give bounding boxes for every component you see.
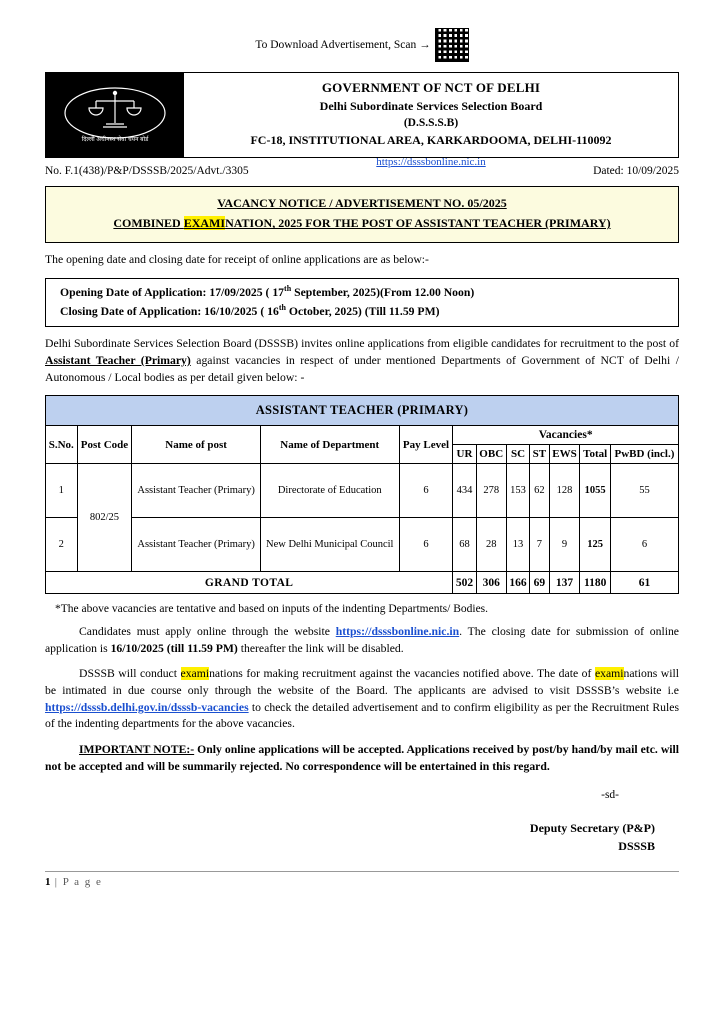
th-post-code: Post Code [77, 426, 132, 464]
exam-text-a: DSSSB will conduct [79, 667, 181, 681]
footer-page-label: P a g e [62, 876, 103, 889]
cell-pay-level: 6 [399, 518, 453, 572]
apply-online-link[interactable]: https://dsssbonline.nic.in [335, 625, 460, 639]
notice-post-title [54, 213, 670, 233]
exam-text-c: nations will be intimated in due course only through the website of the Board. The applicants are advised to visit DSSSB’s website i.e [45, 667, 679, 698]
cell-department: Directorate of Education [260, 464, 399, 518]
closing-date-value-b: October, 2025) (Till 11.59 PM) [285, 305, 440, 319]
grand-total-obc: 306 [476, 572, 506, 594]
application-dates-box [45, 278, 679, 327]
cell-pwbd: 55 [610, 464, 678, 518]
cell-st: 62 [530, 464, 549, 518]
grand-total-label: GRAND TOTAL [46, 572, 453, 594]
header-line-abbrev: (D.S.S.S.B) [403, 117, 459, 130]
cell-name-of-post: Assistant Teacher (Primary) [132, 464, 260, 518]
sd-mark: -sd- [601, 789, 619, 802]
th-pay-level: Pay Level [399, 426, 453, 464]
invitation-post-name: Assistant Teacher (Primary) [45, 354, 191, 368]
grand-total-ur: 502 [453, 572, 476, 594]
apply-text-b: . The closing date for submission of online application is [45, 625, 679, 655]
page-footer [45, 871, 679, 888]
tentative-vacancies-note: *The above vacancies are tentative and based on inputs of the indenting Departments/ Bodies. [55, 603, 489, 616]
header-website-link[interactable]: https://dsssbonline.nic.in [376, 156, 486, 169]
opening-date-label: Opening Date of Application: [60, 286, 207, 300]
exam-text-d: to check the detailed advertisement and to confirm eligibility as per the Recruitment Rules of the indenting departments for the above vacancies. [45, 700, 679, 731]
closing-date-sup: th [278, 303, 286, 313]
vacancy-notice-box [45, 186, 679, 243]
notice-advertisement-number [54, 193, 670, 213]
signatory-designation: Deputy Secretary (P&P) [529, 821, 655, 836]
important-note-text: Only online applications will be accepted. Applications received by post/by hand/by mail etc. will not be accepted and will be summarily rejected. No correspondence will be entertained in this regard. [45, 742, 679, 773]
invitation-paragraph [45, 336, 679, 386]
th-pwbd: PwBD (incl.) [610, 445, 678, 464]
opening-date-value-b: September, 2025)(From 12.00 Noon) [291, 286, 475, 300]
grand-total-sc: 166 [506, 572, 529, 594]
th-name-of-department: Name of Department [260, 426, 399, 464]
opening-date-sup: th [284, 284, 292, 294]
closing-date-label: Closing Date of Application: [60, 305, 202, 319]
notice-line2-part-b: NATION, 2025 FOR THE POST OF ASSISTANT TEACHER (PRIMARY) [225, 216, 611, 231]
cell-sc: 153 [506, 464, 529, 518]
cell-total: 1055 [580, 464, 610, 518]
header-line-address: FC-18, INSTITUTIONAL AREA, KARKARDOOMA, DELHI-110092 [250, 132, 612, 147]
scan-advertisement-row [45, 28, 679, 62]
cell-sno: 2 [46, 518, 78, 572]
th-vacancies: Vacancies* [453, 426, 679, 445]
th-sc: SC [506, 445, 529, 464]
opening-date-line [60, 283, 668, 302]
apply-closing-date: 16/10/2025 (till 11.59 PM) [110, 641, 238, 655]
grand-total-st: 69 [530, 572, 549, 594]
cell-ews: 9 [549, 518, 580, 572]
header-line-board: Delhi Subordinate Services Selection Board [319, 98, 543, 113]
qr-code-icon[interactable] [435, 28, 469, 62]
svg-text:दिल्ली अधीनस्थ सेवा चयन बोर्ड: दिल्ली अधीनस्थ सेवा चयन बोर्ड [81, 137, 148, 143]
emblem-graphic [60, 83, 170, 147]
apply-online-paragraph [45, 624, 679, 657]
grand-total-ews: 137 [549, 572, 580, 594]
cell-sno: 1 [46, 464, 78, 518]
apply-text-a: Candidates must apply online through the website [79, 625, 336, 639]
cell-ews: 128 [549, 464, 580, 518]
opening-date-value-a: 17/09/2025 ( 17 [209, 286, 285, 300]
table-grand-total-row [46, 572, 679, 594]
cell-total: 125 [580, 518, 610, 572]
cell-sc: 13 [506, 518, 529, 572]
scan-instruction-text: To Download Advertisement, Scan → [255, 39, 431, 51]
th-total: Total [580, 445, 610, 464]
document-date: Dated: 10/09/2025 [593, 165, 679, 177]
signatory-org: DSSSB [618, 839, 655, 854]
table-title-row [46, 396, 679, 426]
vacancy-table [45, 395, 679, 594]
cell-st: 7 [530, 518, 549, 572]
vacancies-page-link[interactable]: https://dsssb.delhi.gov.in/dsssb-vacancies [45, 700, 249, 714]
header-line-government: GOVERNMENT OF NCT OF DELHI [321, 80, 541, 95]
invitation-text-b: against vacancies in respect of under mentioned Departments of Government of NCT of Delhi / Autonomous / Local bodies as per detail given below: - [45, 354, 679, 384]
table-row [46, 464, 679, 518]
dsssb-emblem-logo [46, 73, 184, 157]
cell-obc: 278 [476, 464, 506, 518]
signature-block [45, 819, 679, 855]
important-note-paragraph [45, 742, 679, 775]
notice-line1-text: VACANCY NOTICE / ADVERTISEMENT NO. 05/2025 [217, 196, 507, 210]
table-header-row-1 [46, 426, 679, 445]
important-note-label: IMPORTANT NOTE:- [79, 742, 195, 756]
th-st: ST [530, 445, 549, 464]
cell-pay-level: 6 [399, 464, 453, 518]
cell-obc: 28 [476, 518, 506, 572]
cell-ur: 434 [453, 464, 476, 518]
th-ur: UR [453, 445, 476, 464]
table-title: ASSISTANT TEACHER (PRIMARY) [46, 396, 679, 426]
notice-line2-highlight: EXAMI [183, 216, 226, 231]
footer-page-separator: | [50, 876, 63, 889]
examination-paragraph [45, 666, 679, 732]
invitation-text-a: Delhi Subordinate Services Selection Board (DSSSB) invites online applications from eligible candidates for recruitment to the post of [45, 337, 679, 351]
cell-post-code: 802/25 [77, 464, 132, 572]
cell-department: New Delhi Municipal Council [260, 518, 399, 572]
closing-date-value-a: 16/10/2025 ( 16 [204, 305, 279, 319]
table-row [46, 518, 679, 572]
th-ews: EWS [549, 445, 580, 464]
exam-text-b: nations for making recruitment against the vacancies notified above. The date of [209, 667, 595, 681]
document-header [45, 72, 679, 169]
grand-total-total: 1180 [580, 572, 610, 594]
closing-date-line [60, 302, 668, 321]
cell-ur: 68 [453, 518, 476, 572]
cell-pwbd: 6 [610, 518, 678, 572]
th-name-of-post: Name of post [132, 426, 260, 464]
cell-name-of-post: Assistant Teacher (Primary) [132, 518, 260, 572]
grand-total-pwbd: 61 [610, 572, 678, 594]
exam-highlight-2: exami [594, 667, 624, 681]
exam-highlight-1: exami [180, 667, 210, 681]
opening-closing-intro: The opening date and closing date for receipt of online applications are as below:- [45, 252, 429, 266]
th-obc: OBC [476, 445, 506, 464]
th-sno: S.No. [46, 426, 78, 464]
notice-line2-part-a: COMBINED [113, 216, 184, 231]
apply-text-c: thereafter the link will be disabled. [237, 641, 404, 655]
footer-page-number: 1 [45, 876, 51, 889]
file-number: No. F.1(438)/P&P/DSSSB/2025/Advt./3305 [45, 165, 249, 177]
